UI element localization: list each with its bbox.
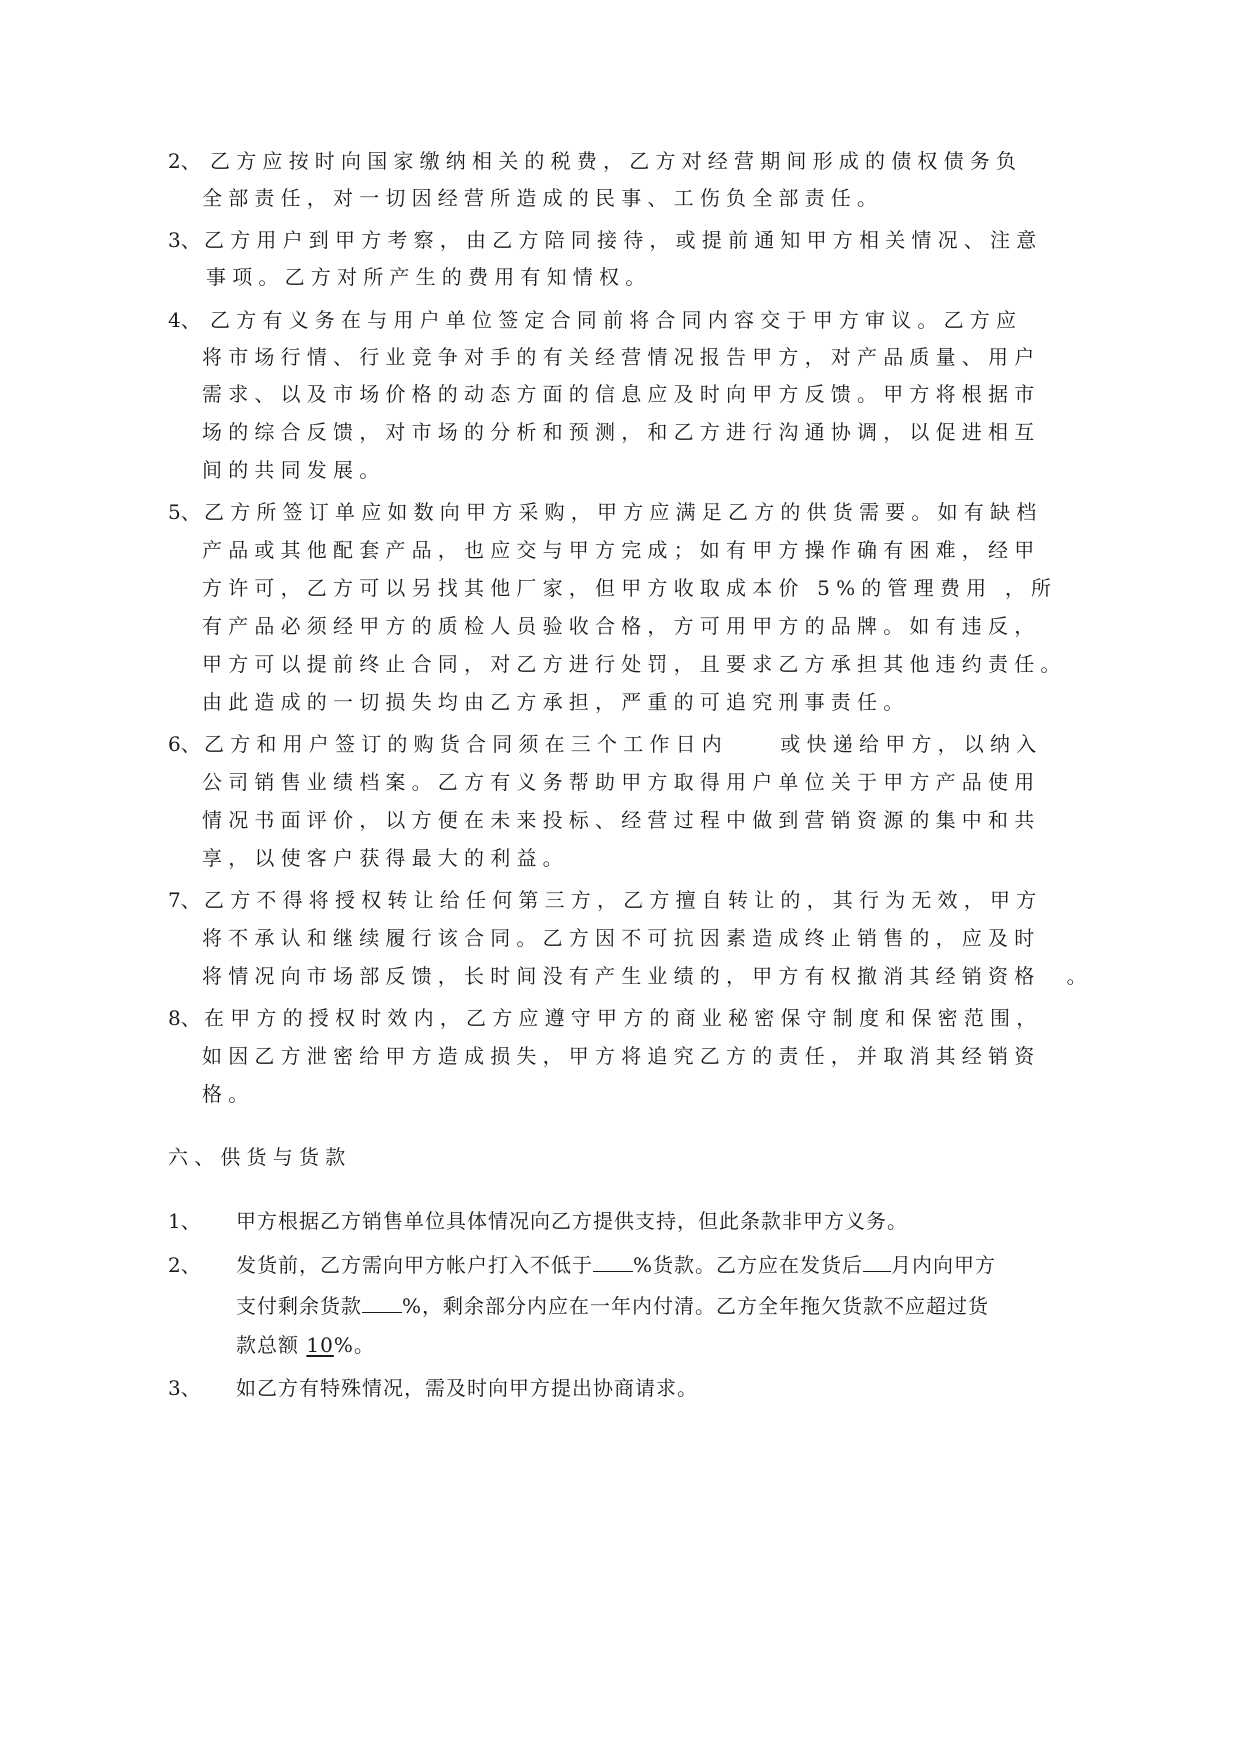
- clause-text-line: [236, 1331, 375, 1359]
- clause-text-line: 产品或其他配套产品，也应交与甲方完成；如有甲方操作确有困难，经甲: [202, 538, 1041, 562]
- clause-text-line: 乙方有义务在与用户单位签定合同前将合同内容交于甲方审议。乙方应: [210, 308, 1023, 332]
- clause-number: 6、: [168, 732, 201, 756]
- clause-text-line: 将情况向市场部反馈，长时间没有产生业绩的，甲方有权撤消其经销资格 。: [202, 964, 1093, 988]
- clause-text-line: 将市场行情、行业竞争对手的有关经营情况报告甲方，对产品质量、用户: [202, 345, 1041, 369]
- clause-text-line: 有产品必须经甲方的质检人员验收合格，方可用甲方的品牌。如有违反，: [202, 614, 1041, 638]
- clause-text-line: 事项。乙方对所产生的费用有知情权。: [206, 265, 652, 289]
- clause-number: 4、: [168, 308, 201, 332]
- clause-text-line: 在甲方的授权时效内，乙方应遵守甲方的商业秘密保守制度和保密范围，: [204, 1006, 1043, 1030]
- clause-text-line: 如乙方有特殊情况，需及时向甲方提出协商请求。: [236, 1376, 698, 1400]
- clause-text-line: 甲方可以提前终止合同，对乙方进行处罚，且要求乙方承担其他违约责任。: [202, 652, 1067, 676]
- clause-text: 月内向甲方: [891, 1253, 997, 1277]
- section-heading: 六、供货与货款: [168, 1145, 352, 1169]
- clause-text-line: 乙方所签订单应如数向甲方采购，甲方应满足乙方的供货需要。如有缺档: [204, 500, 1043, 524]
- clause-text-line: 场的综合反馈，对市场的分析和预测，和乙方进行沟通协调，以促进相互: [202, 420, 1041, 444]
- clause-text-line: 如因乙方泄密给甲方造成损失，甲方将追究乙方的责任，并取消其经销资: [202, 1044, 1041, 1068]
- clause-number: 1、: [168, 1209, 201, 1233]
- clause-text: %。: [333, 1333, 375, 1357]
- clause-text: 发货前，乙方需向甲方帐户打入不低于: [236, 1253, 593, 1277]
- clause-text-line: 乙方不得将授权转让给任何第三方，乙方擅自转让的，其行为无效，甲方: [204, 888, 1043, 912]
- clause-text-line: 全部责任，对一切因经营所造成的民事、工伤负全部责任。: [202, 186, 884, 210]
- clause-number: 7、: [168, 888, 201, 912]
- clause-text-line: 公司销售业绩档案。乙方有义务帮助甲方取得用户单位关于甲方产品使用: [202, 770, 1041, 794]
- clause-text-line: 甲方根据乙方销售单位具体情况向乙方提供支持，但此条款非甲方义务。: [236, 1209, 908, 1233]
- clause-text-line: 乙方和用户签订的购货合同须在三个工作日内 或快递给甲方，以纳入: [204, 732, 1043, 756]
- blank-percentage-field: [593, 1251, 633, 1272]
- clause-text: 款总额: [236, 1333, 307, 1357]
- underlined-value: 10: [306, 1333, 334, 1357]
- clause-text-line: [236, 1292, 989, 1320]
- clause-text-line: 方许可，乙方可以另找其他厂家，但甲方收取成本价 5%的管理费用 ，所: [202, 576, 1058, 600]
- clause-number: 2、: [168, 1253, 201, 1277]
- clause-text-line: 情况书面评价，以方便在未来投标、经营过程中做到营销资源的集中和共: [202, 808, 1041, 832]
- clause-number: 3、: [168, 228, 201, 252]
- clause-text: %，剩余部分内应在一年内付清。乙方全年拖欠货款不应超过货: [402, 1294, 990, 1318]
- blank-remaining-percentage-field: [362, 1292, 402, 1313]
- clause-number: 2、: [168, 149, 201, 173]
- clause-text-line: 将不承认和继续履行该合同。乙方因不可抗因素造成终止销售的，应及时: [202, 926, 1041, 950]
- blank-months-field: [863, 1251, 891, 1272]
- clause-text-line: 格。: [202, 1082, 255, 1106]
- clause-text-line: 乙方应按时向国家缴纳相关的税费，乙方对经营期间形成的债权债务负: [210, 149, 1023, 173]
- clause-text: %货款。乙方应在发货后: [633, 1253, 864, 1277]
- clause-number: 8、: [168, 1006, 201, 1030]
- clause-text-line: 乙方用户到甲方考察，由乙方陪同接待，或提前通知甲方相关情况、注意: [204, 228, 1043, 252]
- clause-text-line: 间的共同发展。: [202, 458, 386, 482]
- clause-text-line: 由此造成的一切损失均由乙方承担，严重的可追究刑事责任。: [202, 690, 910, 714]
- clause-text-line: 享，以使客户获得最大的利益。: [202, 846, 569, 870]
- clause-number: 5、: [168, 500, 201, 524]
- clause-text-line: [236, 1251, 996, 1279]
- clause-text: 支付剩余货款: [236, 1294, 362, 1318]
- clause-text-line: 需求、以及市场价格的动态方面的信息应及时向甲方反馈。甲方将根据市: [202, 382, 1041, 406]
- clause-number: 3、: [168, 1376, 201, 1400]
